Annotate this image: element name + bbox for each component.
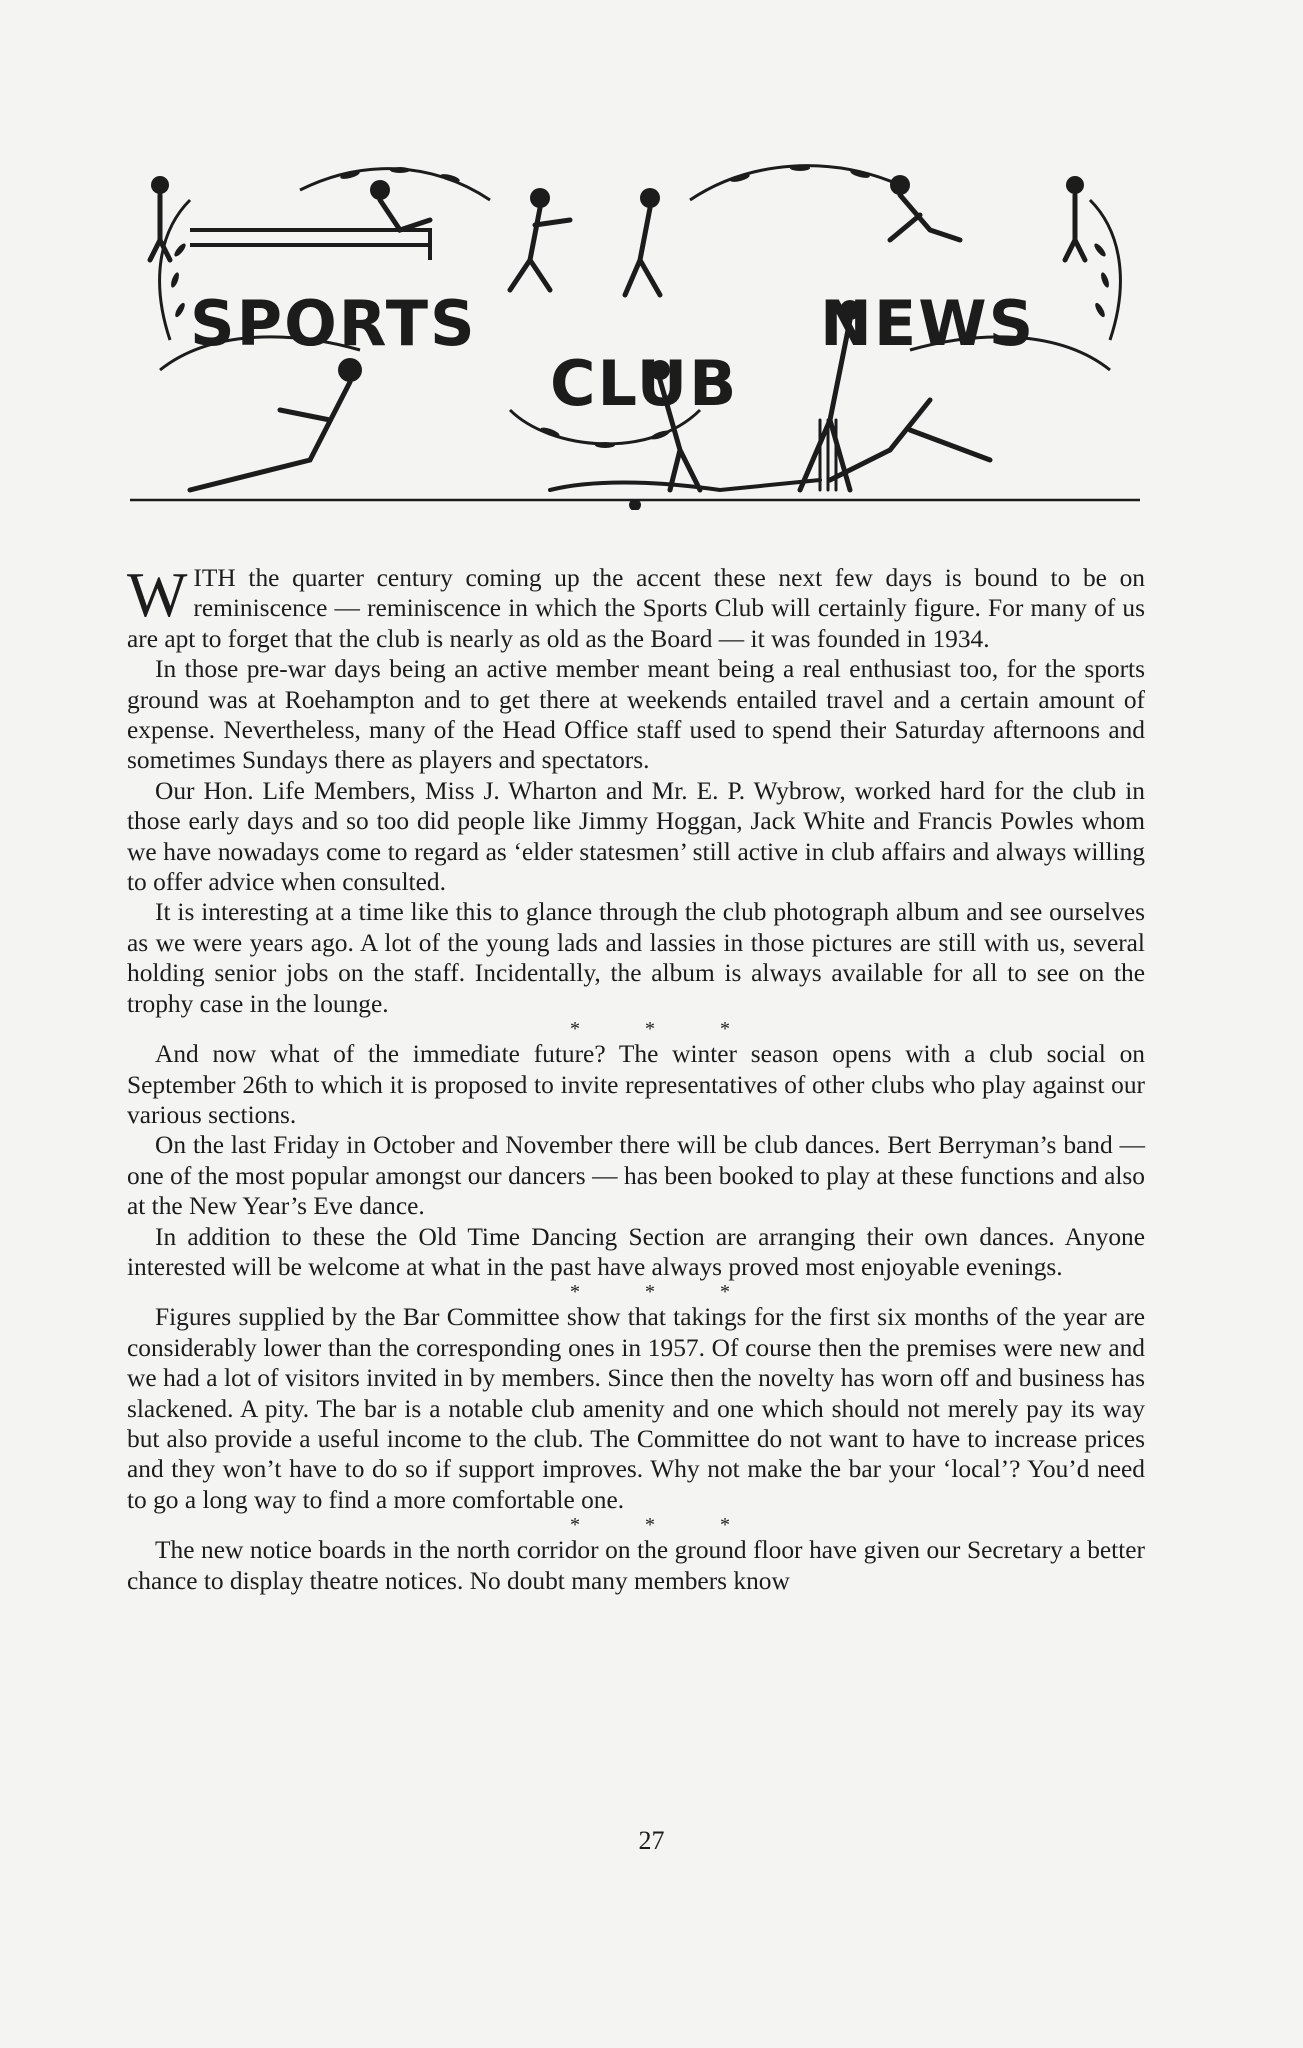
section-separator: * * *	[570, 1018, 730, 1041]
paragraph-text: ITH the quarter century coming up the accent these next few days is bound to be on reminiscence — reminiscence in which the Sports Club will certainly figure. For many of us are apt to forget that the club is nearly as old as the Board — it was founded in 1934.	[127, 564, 1145, 653]
paragraph: On the last Friday in October and November there will be club dances. Bert Berryman’s band — one of the most popular amongst our dancers — has been booked to play at these functions and also at the New Year’s Eve dance.	[127, 1131, 1145, 1221]
paragraph: In addition to these the Old Time Dancing Section are arranging their own dances. Anyone interested will be welcome at what in the past have always proved most enjoyable evenings.	[127, 1222, 1145, 1281]
paragraph: And now what of the immediate future? The winter season opens with a club social on September 26th to which it is proposed to invite representatives of other clubs who play against our various sections.	[127, 1040, 1145, 1129]
article-body	[127, 559, 1145, 1596]
page-number: 27	[638, 1826, 665, 1855]
paragraph: Figures supplied by the Bar Committee show that takings for the first six months of the year are considerably lower than the corresponding ones in 1957. Of course then the premises were new and we had a lot of visitors invited in by members. Since then the novelty has worn off and business has slackened. A pity. The bar is a notable club amenity and one which should not merely pay its way but also provide a useful income to the club. The Committee do not want to have to increase prices and they won’t have to do so if support improves. Why not make the bar your ‘local’? You’d need to go a long way to find a more comfortable one.	[127, 1303, 1145, 1514]
section-separator: * * *	[570, 1514, 730, 1537]
masthead-word-club: CLUB	[550, 347, 739, 420]
paragraph	[127, 559, 1145, 654]
drop-cap: W	[127, 559, 188, 630]
masthead-word-sports: SPORTS	[190, 287, 477, 360]
masthead-illustration	[130, 160, 1140, 510]
paragraph: Our Hon. Life Members, Miss J. Wharton and Mr. E. P. Wybrow, worked hard for the club in those early days and so too did people like Jimmy Hoggan, Jack White and Francis Powles whom we have nowadays come to regard as ‘elder statesmen’ still active in club affairs and always willing to offer advice when consulted.	[127, 776, 1145, 897]
section-separator: * * *	[570, 1281, 730, 1304]
paragraph: The new notice boards in the north corridor on the ground floor have given our Secretary a better chance to display theatre notices. No doubt many members know	[127, 1536, 1145, 1595]
masthead-word-news: NEWS	[820, 287, 1036, 360]
paragraph: In those pre-war days being an active member meant being a real enthusiast too, for the sports ground was at Roehampton and to get there at weekends entailed travel and a certain amount of expense. Nevertheless, many of the Head Office staff used to spend their Saturday afternoons and sometimes Sundays there as players and spectators.	[127, 655, 1145, 775]
paragraph: It is interesting at a time like this to glance through the club photograph album and see ourselves as we were years ago. A lot of the young lads and lassies in those pictures are still with us, several holding senior jobs on the staff. Incidentally, the album is always available for all to see on the trophy case in the lounge.	[127, 898, 1145, 1018]
